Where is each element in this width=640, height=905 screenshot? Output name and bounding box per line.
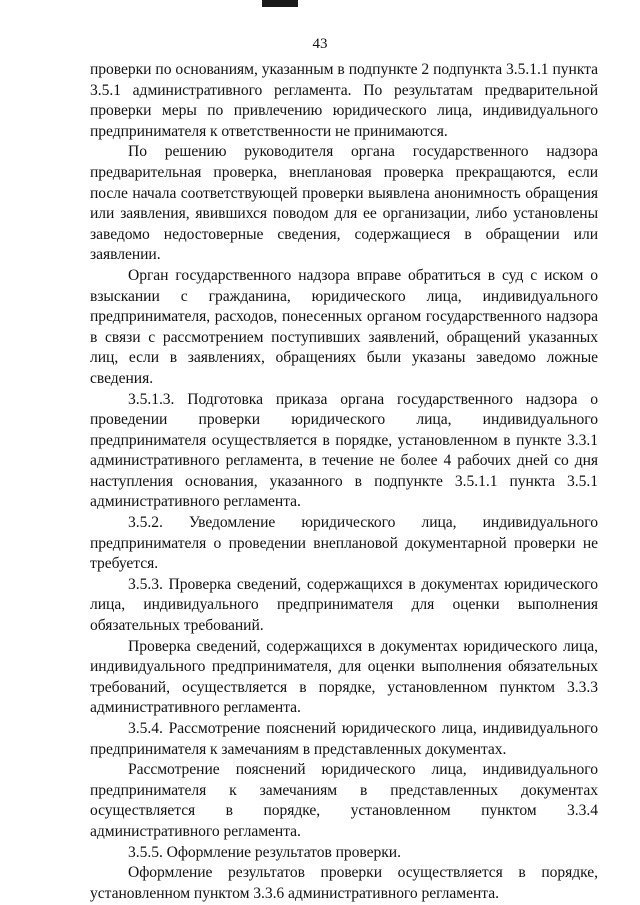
page-number: 43 <box>312 36 328 52</box>
paragraph-2: По решению руководителя органа государственного надзора предварительная проверка, внеплановая проверка прекращаются, если после начала соответствующей проверки выявлена анонимность обращения или заявления, явившихся поводом для ее организации, либо установлены заведомо недостоверные сведения, содержащиеся в обращении или заявлении. <box>90 143 598 264</box>
paragraph-3: Орган государственного надзора вправе обратиться в суд с иском о взыскании с гражданина, юридического лица, индивидуального предпринимателя, расходов, понесенных органом государственного надзора в связи с рассмотрением поступивших заявлений, обращений указанных лиц, если в заявлениях, обращениях были указаны заведомо ложные сведения. <box>90 266 598 387</box>
paragraph-5: 3.5.2. Уведомление юридического лица, индивидуального предпринимателя о проведении внеплановой документарной проверки не требуется. <box>90 514 598 573</box>
paragraph-9: Рассмотрение пояснений юридического лица, индивидуального предпринимателя к замечаниям в представленных документах осуществляется в порядке, установленном пунктом 3.3.4 административного регламента. <box>90 761 598 840</box>
paragraph-4: 3.5.1.3. Подготовка приказа органа государственного надзора о проведении проверки юридического лица, индивидуального предпринимателя осуществляется в порядке, установленном в пункте 3.3.1 административного регламента, в течение не более 4 рабочих дней со дня наступления основания, указанного в подпункте 3.5.1.1 пункта 3.5.1 административного регламента. <box>90 390 598 511</box>
scan-artifact-mark <box>262 0 298 7</box>
paragraph-11: Оформление результатов проверки осуществляется в порядке, установленном пунктом 3.3.6 административного регламента. <box>90 864 598 902</box>
paragraph-1: проверки по основаниям, указанным в подпункте 2 подпункта 3.5.1.1 пункта 3.5.1 административного регламента. По результатам предварительной проверки меры по привлечению юридического лица, индивидуального предпринимателя к ответственности не принимаются. <box>90 61 598 140</box>
paragraph-10: 3.5.5. Оформление результатов проверки. <box>128 843 401 861</box>
paragraph-8: 3.5.4. Рассмотрение пояснений юридического лица, индивидуального предпринимателя к замечаниям в представленных документах. <box>90 720 598 758</box>
paragraph-6: 3.5.3. Проверка сведений, содержащихся в документах юридического лица, индивидуального предпринимателя для оценки выполнения обязательных требований. <box>90 575 598 635</box>
paragraph-7: Проверка сведений, содержащихся в документах юридического лица, индивидуального предпринимателя, для оценки выполнения обязательных требований, осуществляется в порядке, установленном пунктом 3.3.3 административного регламента. <box>90 637 598 717</box>
document-body <box>90 60 598 904</box>
